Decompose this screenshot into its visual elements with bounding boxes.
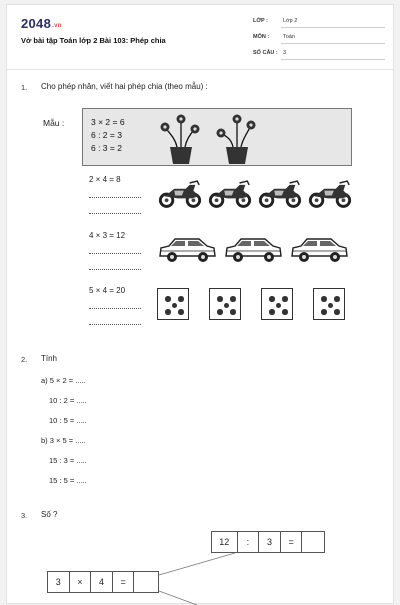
meta-value: 3 [283, 50, 287, 56]
car-icon [223, 235, 283, 265]
dice-five-icon [313, 288, 345, 320]
q1-item-eq: 4 × 3 = 12 [89, 231, 126, 240]
q2-line: 15 : 3 = ..... [49, 456, 87, 465]
answer-line[interactable] [89, 324, 141, 325]
q2-line: 15 : 5 = ..... [49, 476, 87, 485]
q3-box-multiplication [47, 571, 159, 593]
q3-text: Số ? [41, 510, 58, 519]
motorbike-icon [207, 179, 253, 210]
box-cell: 12 [212, 532, 238, 552]
q3-box-division [211, 531, 325, 553]
box-cell: = [113, 572, 135, 592]
motorbike-icon [157, 179, 203, 210]
q1-number: 1. [21, 83, 28, 92]
box-cell: 3 [48, 572, 70, 592]
sample-label: Mẫu : [43, 118, 65, 128]
q2-text: Tính [41, 354, 58, 363]
box-cell: : [238, 532, 260, 552]
brand-logo[interactable] [21, 16, 62, 31]
sample-eq: 6 : 2 = 3 [91, 130, 122, 140]
q2-line: b) 3 × 5 = ..... [41, 436, 86, 445]
answer-line[interactable] [89, 253, 141, 254]
worksheet-page [6, 4, 394, 604]
dice-five-icon [209, 288, 241, 320]
brand-name: 2048 [21, 16, 52, 31]
flower-pot-icon [155, 111, 207, 165]
box-cell: 3 [259, 532, 281, 552]
dice-five-icon [261, 288, 293, 320]
meta-subject [253, 32, 385, 44]
q3-number: 3. [21, 511, 28, 520]
dice-five-icon [157, 288, 189, 320]
sample-box [82, 108, 352, 166]
q1-item-eq: 2 × 4 = 8 [89, 175, 121, 184]
meta-count [253, 48, 385, 60]
sample-eq: 6 : 3 = 2 [91, 143, 122, 153]
motorbike-icon [257, 179, 303, 210]
box-cell: × [70, 572, 92, 592]
connector-lines [157, 551, 237, 605]
header [7, 5, 393, 69]
answer-line[interactable] [89, 197, 141, 198]
meta-key: LỚP : [253, 18, 268, 24]
meta-key: SỐ CÂU : [253, 50, 278, 56]
car-icon [289, 235, 349, 265]
q1-text: Cho phép nhân, viết hai phép chia (theo mẫu) : [41, 82, 208, 91]
q2-line: 10 : 5 = ..... [49, 416, 87, 425]
flower-pot-icon [211, 111, 263, 165]
q2-number: 2. [21, 355, 28, 364]
meta-key: MÔN : [253, 34, 270, 40]
document-title: Vở bài tập Toán lớp 2 Bài 103: Phép chia [21, 36, 166, 45]
answer-line[interactable] [89, 308, 141, 309]
sample-eq: 3 × 2 = 6 [91, 117, 125, 127]
q2-line: a) 5 × 2 = ..... [41, 376, 86, 385]
box-cell: 4 [91, 572, 113, 592]
box-cell: = [281, 532, 303, 552]
meta-class [253, 16, 385, 28]
brand-suffix: .vn [52, 23, 62, 29]
motorbike-icon [307, 179, 353, 210]
q1-item-eq: 5 × 4 = 20 [89, 286, 126, 295]
answer-line[interactable] [89, 213, 141, 214]
meta-value: Lớp 2 [283, 18, 298, 24]
car-icon [157, 235, 217, 265]
answer-cell[interactable] [302, 532, 324, 552]
answer-line[interactable] [89, 269, 141, 270]
q2-line: 10 : 2 = ..... [49, 396, 87, 405]
meta-value: Toán [283, 34, 295, 40]
answer-cell[interactable] [134, 572, 158, 592]
